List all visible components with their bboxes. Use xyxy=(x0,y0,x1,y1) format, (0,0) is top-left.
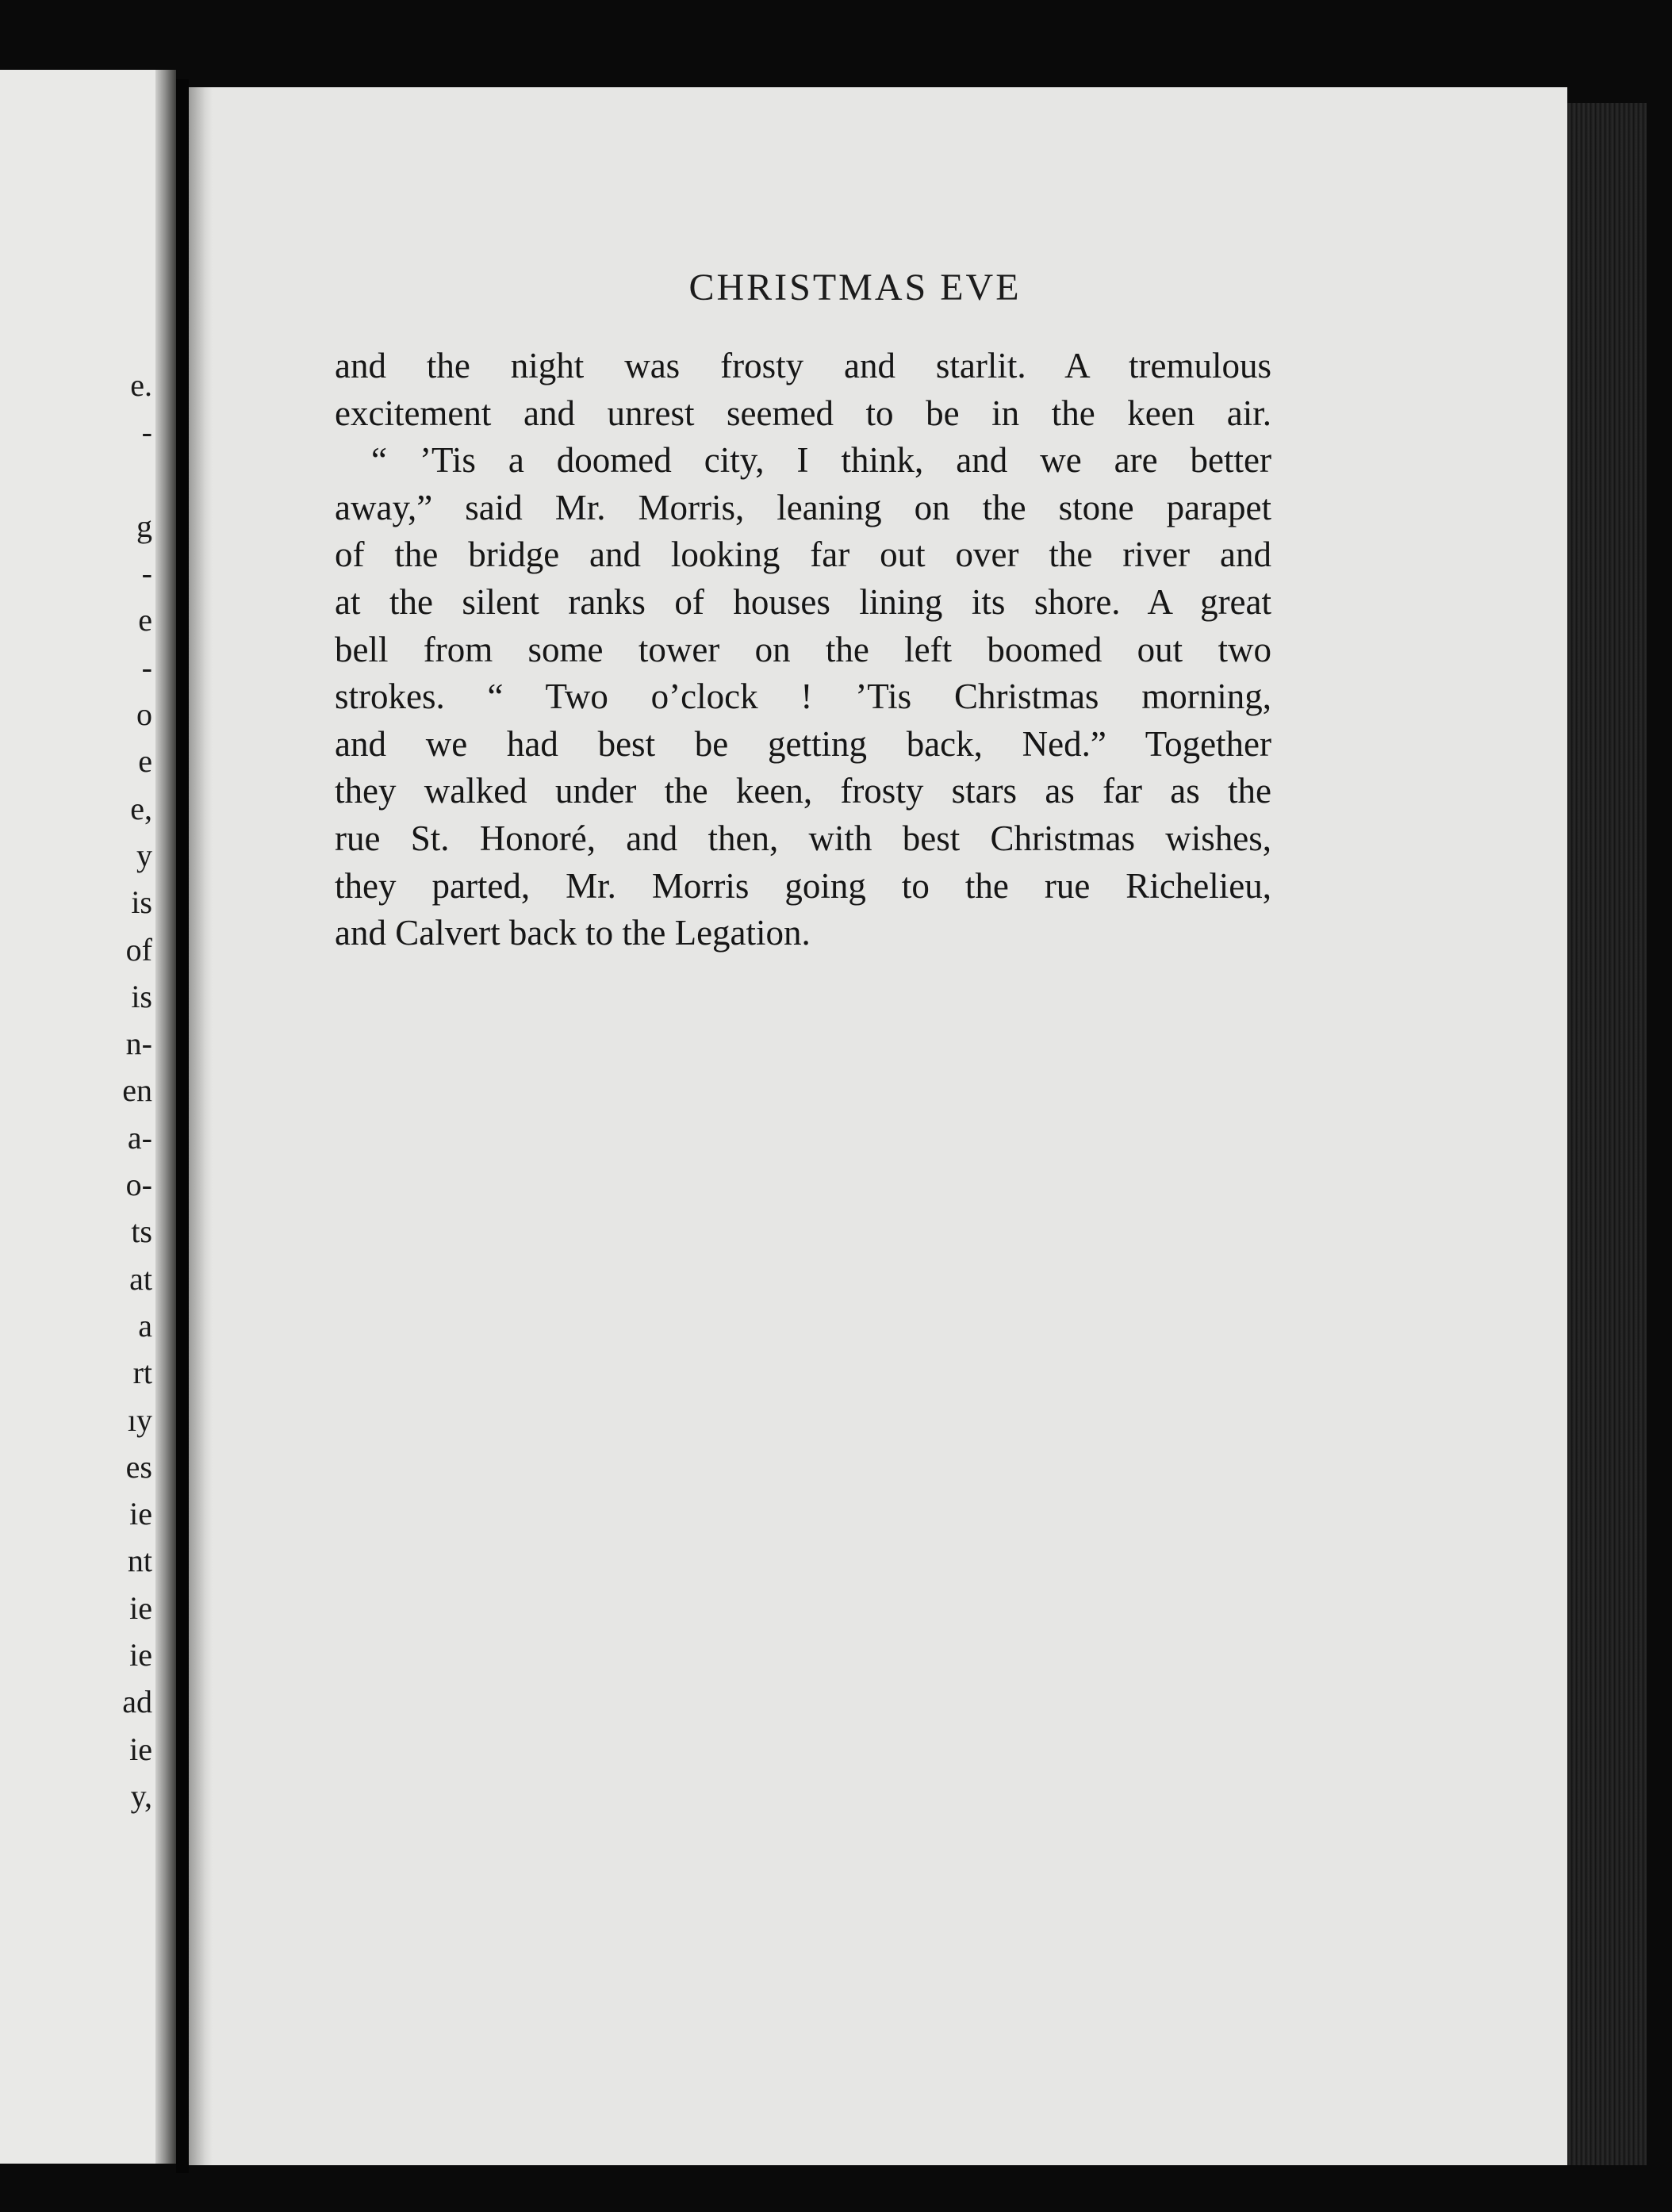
left-line-fragment: a- xyxy=(127,1119,152,1156)
left-line-fragment: en xyxy=(122,1072,152,1109)
body-text xyxy=(335,343,1271,957)
page-stack-edge xyxy=(1567,103,1647,2165)
text-line: and we had best be getting back, Ned.” Together xyxy=(335,723,1271,764)
text-line: strokes. “ Two o’clock ! ’Tis Christmas morning, xyxy=(335,677,1271,717)
left-page-line-endings xyxy=(122,362,152,1819)
facing-page-left xyxy=(0,70,176,2164)
text-line: and the night was frosty and starlit. A tremulous xyxy=(335,346,1271,385)
text-line: they walked under the keen, frosty stars as far as the xyxy=(335,771,1271,811)
left-line-fragment: ie xyxy=(129,1589,152,1626)
left-line-fragment: - xyxy=(141,414,152,450)
left-line-fragment: ıy xyxy=(127,1401,152,1438)
left-line-fragment: o xyxy=(136,696,152,733)
text-line: of the bridge and looking far out over the river and xyxy=(335,535,1271,575)
running-head: CHRISTMAS EVE xyxy=(688,266,1022,309)
text-line: they parted, Mr. Morris going to the rue Richelieu, xyxy=(335,865,1271,906)
text-line: away,” said Mr. Morris, leaning on the stone parapet xyxy=(335,487,1271,527)
text-line: “ ’Tis a doomed city, I think, and we are better xyxy=(371,440,1271,481)
left-line-fragment: e. xyxy=(130,367,152,403)
left-line-fragment: at xyxy=(129,1260,152,1297)
left-line-fragment: ts xyxy=(131,1213,152,1250)
left-line-fragment: - xyxy=(141,649,152,685)
left-line-fragment: n- xyxy=(125,1025,152,1062)
text-line: rue St. Honoré, and then, with best Christmas wishes, xyxy=(335,818,1271,858)
left-line-fragment: es xyxy=(125,1448,152,1485)
text-line: excitement and unrest seemed to be in the keen air. xyxy=(335,393,1271,433)
text-line: bell from some tower on the left boomed out two xyxy=(335,629,1271,669)
left-line-fragment: y xyxy=(136,837,152,873)
left-line-fragment: ie xyxy=(129,1637,152,1673)
left-line-fragment: is xyxy=(131,978,152,1014)
left-line-fragment xyxy=(122,456,152,503)
left-line-fragment: e xyxy=(138,602,152,638)
text-line: at the silent ranks of houses lining its shore. A great xyxy=(335,581,1271,622)
left-line-fragment: rt xyxy=(132,1355,152,1391)
left-line-fragment: nt xyxy=(127,1543,152,1579)
spine-shadow xyxy=(155,70,176,2164)
left-line-fragment: - xyxy=(141,555,152,592)
left-line-fragment: g xyxy=(136,508,152,544)
book-page xyxy=(189,87,1567,2165)
left-line-fragment: ad xyxy=(122,1684,152,1720)
left-line-fragment: y, xyxy=(130,1777,152,1814)
page-gutter xyxy=(176,79,189,2173)
left-line-fragment: of xyxy=(125,931,152,968)
left-line-fragment: e, xyxy=(130,790,152,826)
left-line-fragment: ie xyxy=(129,1731,152,1767)
left-line-fragment: a xyxy=(138,1307,152,1344)
left-line-fragment: e xyxy=(138,743,152,780)
left-line-fragment: ie xyxy=(129,1496,152,1532)
text-line: and Calvert back to the Legation. xyxy=(335,913,811,953)
left-line-fragment: o- xyxy=(125,1167,152,1203)
page-edge-shading xyxy=(189,87,213,2165)
left-line-fragment: is xyxy=(131,884,152,921)
